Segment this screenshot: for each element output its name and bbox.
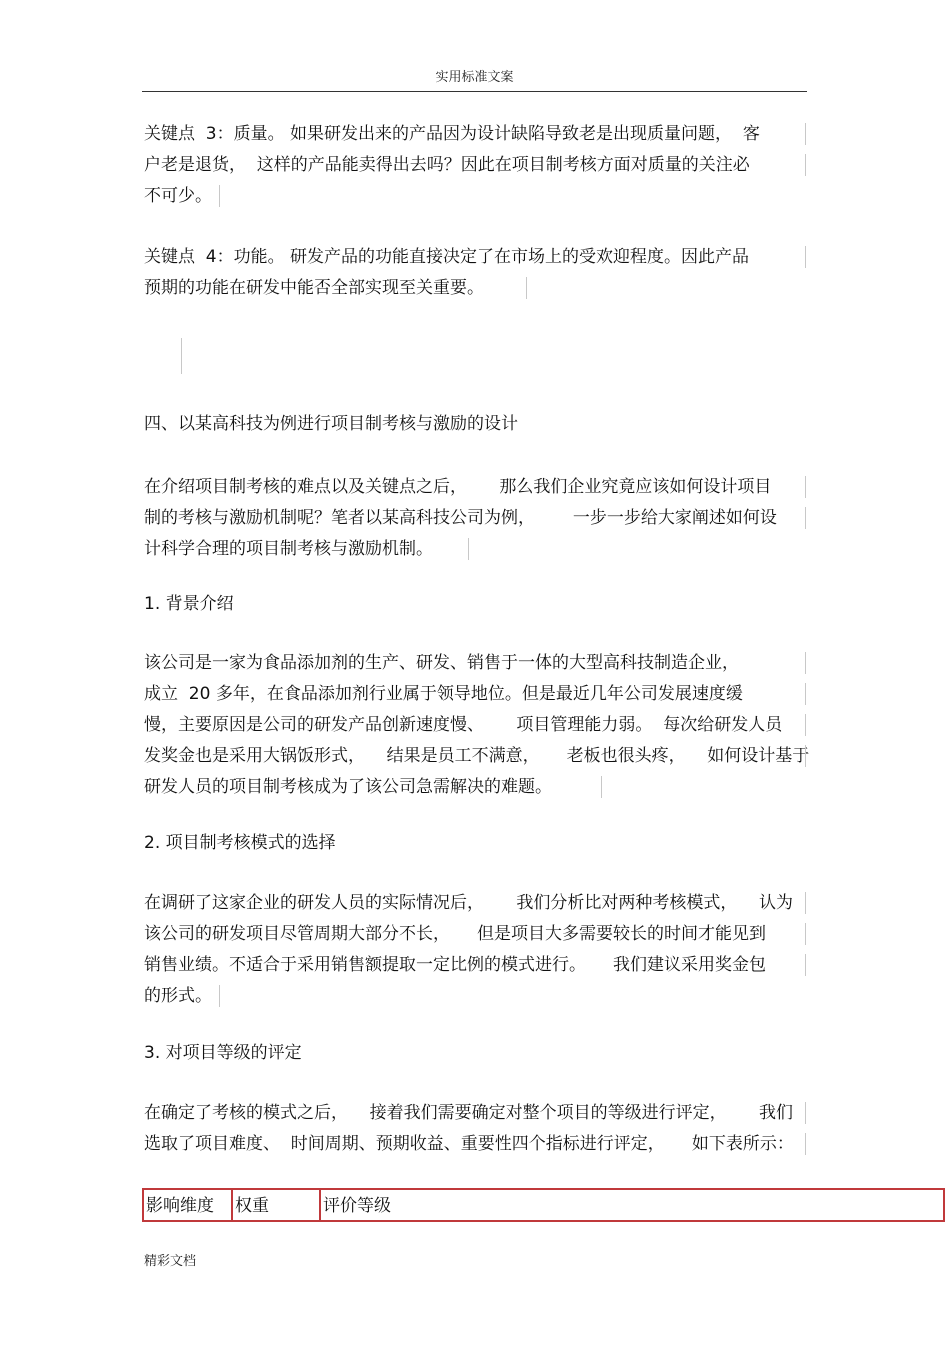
paragraph-line: 该公司的研发项目尽管周期大部分不长， 但是项目大多需要较长的时间才能见到: [144, 924, 767, 944]
line-edge-mark: [805, 154, 806, 176]
line-edge-mark: [805, 652, 806, 674]
line-edge-mark: [181, 338, 182, 374]
section-heading: 1. 背景介绍: [144, 594, 234, 614]
line-edge-mark: [805, 1133, 806, 1155]
paragraph-line: 户老是退货， 这样的产品能卖得出去吗？因此在项目制考核方面对质量的关注必: [144, 155, 750, 175]
section-heading: 四、以某高科技为例进行项目制考核与激励的设计: [144, 414, 518, 434]
paragraph-line: 销售业绩。不适合于采用销售额提取一定比例的模式进行。 我们建议采用奖金包: [144, 955, 767, 975]
line-edge-mark: [526, 277, 527, 299]
line-edge-mark: [805, 123, 806, 145]
line-edge-mark: [805, 745, 806, 767]
paragraph-line: 成立 20 多年，在食品添加剂行业属于领导地位。但是最近几年公司发展速度缓: [144, 684, 743, 704]
line-edge-mark: [805, 476, 806, 498]
line-edge-mark: [805, 507, 806, 529]
line-edge-mark: [468, 538, 469, 560]
page-footer: 精彩文档: [144, 1254, 197, 1269]
line-edge-mark: [805, 923, 806, 945]
paragraph-line: 发奖金也是采用大锅饭形式， 结果是员工不满意， 老板也很头疼， 如何设计基于: [144, 746, 810, 766]
paragraph-line: 在确定了考核的模式之后， 接着我们需要确定对整个项目的等级进行评定， 我们: [144, 1103, 794, 1123]
paragraph-line: 不可少。: [144, 186, 212, 206]
paragraph-line: 研发人员的项目制考核成为了该公司急需解决的难题。: [144, 777, 552, 797]
line-edge-mark: [805, 683, 806, 705]
paragraph-line: 关键点 3：质量。 如果研发出来的产品因为设计缺陷导致老是出现质量问题， 客: [144, 124, 760, 144]
page-header: 实用标准文案: [435, 70, 514, 85]
paragraph-line: 选取了项目难度、 时间周期、预期收益、重要性四个指标进行评定， 如下表所示：: [144, 1134, 794, 1154]
line-edge-mark: [219, 985, 220, 1007]
section-heading: 2. 项目制考核模式的选择: [144, 833, 336, 853]
paragraph-line: 制的考核与激励机制呢？笔者以某高科技公司为例， 一步一步给大家阐述如何设: [144, 508, 777, 528]
table-header-weight: 权重: [233, 1190, 321, 1220]
line-edge-mark: [805, 892, 806, 914]
paragraph-line: 在介绍项目制考核的难点以及关键点之后， 那么我们企业究竟应该如何设计项目: [144, 477, 772, 497]
header-rule: [142, 91, 807, 92]
table-header-dimension: 影响维度: [144, 1190, 233, 1220]
paragraph-line: 在调研了这家企业的研发人员的实际情况后， 我们分析比对两种考核模式， 认为: [144, 893, 794, 913]
line-edge-mark: [805, 246, 806, 268]
line-edge-mark: [805, 1102, 806, 1124]
line-edge-mark: [805, 714, 806, 736]
paragraph-line: 该公司是一家为食品添加剂的生产、研发、销售于一体的大型高科技制造企业，: [144, 653, 739, 673]
table-header-rating: 评价等级: [323, 1196, 391, 1216]
line-edge-mark: [805, 954, 806, 976]
paragraph-line: 预期的功能在研发中能否全部实现至关重要。: [144, 278, 484, 298]
paragraph-line: 的形式。: [144, 986, 212, 1006]
line-edge-mark: [601, 776, 602, 798]
paragraph-line: 慢，主要原因是公司的研发产品创新速度慢、 项目管理能力弱。 每次给研发人员: [144, 715, 783, 735]
line-edge-mark: [219, 185, 220, 207]
paragraph-line: 计科学合理的项目制考核与激励机制。: [144, 539, 433, 559]
section-heading: 3. 对项目等级的评定: [144, 1043, 302, 1063]
paragraph-line: 关键点 4：功能。 研发产品的功能直接决定了在市场上的受欢迎程度。因此产品: [144, 247, 750, 267]
evaluation-table: [142, 1188, 945, 1222]
